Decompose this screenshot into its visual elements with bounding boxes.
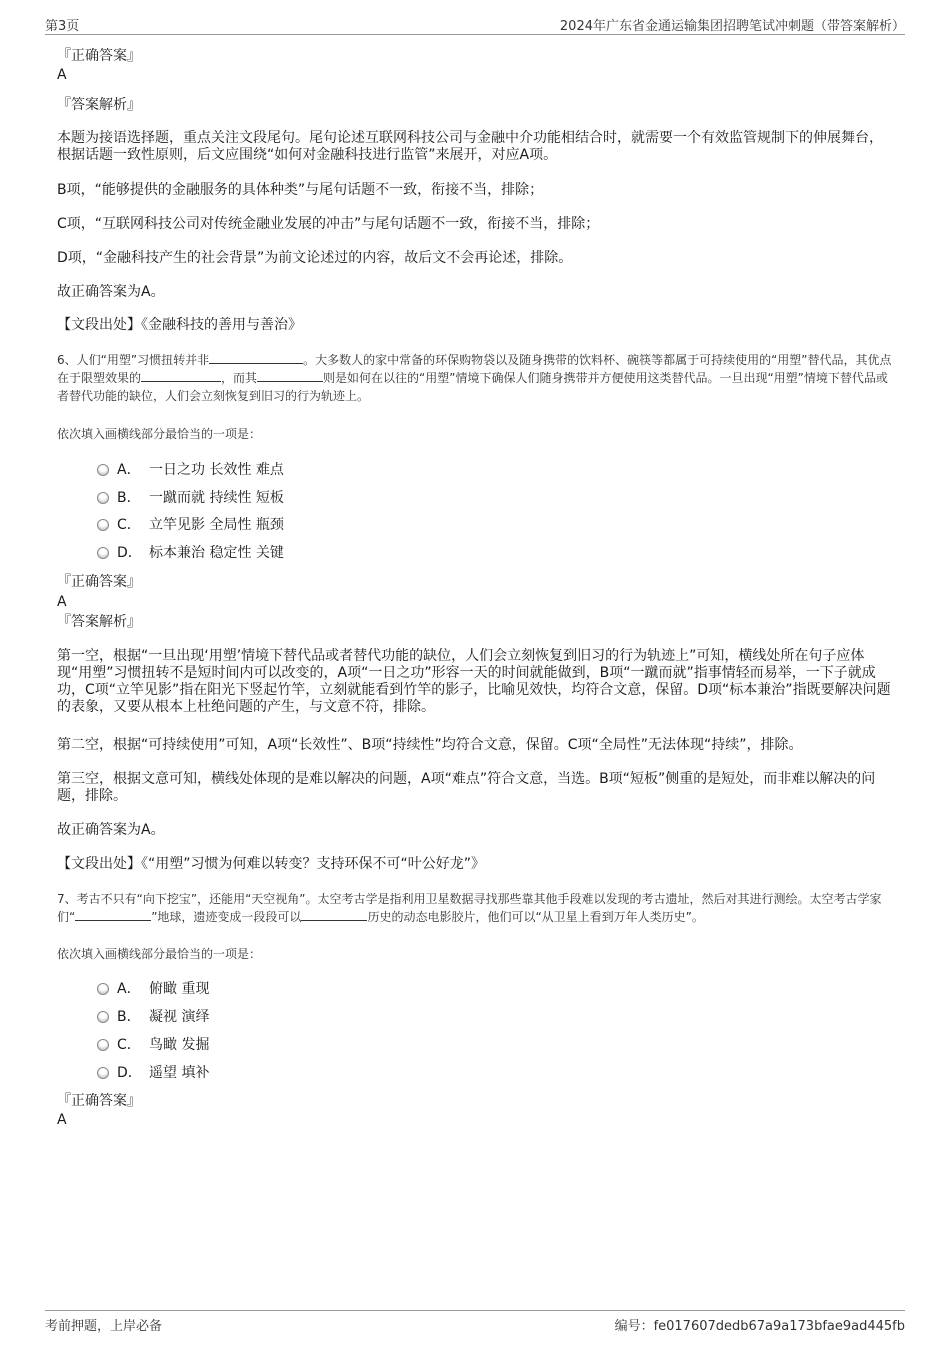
answer-label: 『正确答案』 [57, 574, 141, 590]
document-id: 编号：fe017607dedb67a9a173bfae9ad445fb [614, 1319, 905, 1334]
explanation-paragraph: C项，“互联网科技公司对传统金融业发展的冲击”与尾句话题不一致，衔接不当，排除； [57, 216, 600, 232]
option-d[interactable]: D． 标本兼治 稳定性 关键 [97, 544, 284, 562]
explanation-label: 『答案解析』 [57, 614, 141, 630]
option-a[interactable]: A． 一日之功 长效性 难点 [97, 461, 284, 479]
page-header [45, 14, 905, 35]
explanation-conclusion: 故正确答案为A。 [57, 822, 165, 838]
question-7-prompt: 依次填入画横线部分最恰当的一项是： [57, 947, 262, 961]
radio-icon[interactable] [97, 1011, 109, 1023]
explanation-conclusion: 故正确答案为A。 [57, 284, 165, 300]
option-c[interactable]: C． 立竿见影 全局性 瓶颈 [97, 516, 284, 534]
radio-icon[interactable] [97, 1039, 109, 1051]
answer-label: 『正确答案』 [57, 1093, 141, 1109]
answer-label: 『正确答案』 [57, 48, 141, 64]
explanation-paragraph: B项，“能够提供的金融服务的具体种类”与尾句话题不一致，衔接不当，排除； [57, 182, 544, 198]
explanation-paragraph: 第二空，根据“可持续使用”可知，A项“长效性”、B项“持续性”均符合文意，保留。C项“全局性”无法体现“持续”，排除。 [57, 737, 803, 753]
source-citation: 【文段出处】《“用塑”习惯为何难以转变？支持环保不可“叶公好龙”》 [57, 856, 486, 872]
radio-icon[interactable] [97, 519, 109, 531]
answer-value: A [57, 594, 67, 610]
explanation-paragraph: 第一空，根据“一旦出现‘用塑’情境下替代品或者替代功能的缺位，人们会立刻恢复到旧习的行为轨迹上”可知，横线处所在句子应体现“用塑”习惯扭转不是短时间内可以改变的，A项“一日之功”形容一天的时间就能做到，B项“一蹴而就”指事情轻而易举，一下子就成功，C项“立竿见影”指在阳光下竖起竹竿，立刻就能看到竹竿的影子，比喻见效快，均符合文意，保留。D项“标本兼治”指既要解决问题的表象，又要从根本上杜绝问题的产生，与文意不符，排除。 [57, 648, 891, 715]
question-6-prompt: 依次填入画横线部分最恰当的一项是： [57, 427, 262, 441]
page-number: 第3页 [45, 19, 80, 34]
explanation-label: 『答案解析』 [57, 97, 141, 113]
question-6-stem: 6、人们“用塑”习惯扭转并非 。大多数人的家中常备的环保购物袋以及随身携带的饮料杯、碗筷等都属于可持续使用的“用塑”替代品，其优点在于限塑效果的 ，而其 则是如何在以往的“用塑”情境下确保人们随身携带并方便使用这类替代品。一旦出现“用塑”情境下替代品或者替代功能的缺位，人们会立刻恢复到旧习的行为轨迹上。 [57, 353, 892, 403]
question-7-stem: 7、考古不只有“向下挖宝”，还能用“天空视角”。太空考古学是指利用卫星数据寻找那些靠其他手段难以发现的考古遗址，然后对其进行测绘。太空考古学家们“ ”地球，遗迹变成一段段可以 历史的动态电影胶片，他们可以“从卫星上看到万年人类历史”。 [57, 892, 882, 924]
answer-value: A [57, 1112, 67, 1128]
radio-icon[interactable] [97, 983, 109, 995]
option-b[interactable]: B． 一蹴而就 持续性 短板 [97, 489, 284, 507]
radio-icon[interactable] [97, 1067, 109, 1079]
radio-icon[interactable] [97, 464, 109, 476]
explanation-paragraph: 第三空，根据文意可知，横线处体现的是难以解决的问题，A项“难点”符合文意，当选。B项“短板”侧重的是短处，而非难以解决的问题，排除。 [57, 771, 876, 804]
radio-icon[interactable] [97, 492, 109, 504]
document-title: 2024年广东省金通运输集团招聘笔试冲刺题（带答案解析） [559, 19, 905, 34]
explanation-paragraph: D项，“金融科技产生的社会背景”为前文论述过的内容，故后文不会再论述，排除。 [57, 250, 573, 266]
option-b[interactable]: B． 凝视 演绎 [97, 1008, 209, 1026]
option-c[interactable]: C． 鸟瞰 发掘 [97, 1036, 209, 1054]
option-a[interactable]: A． 俯瞰 重现 [97, 980, 209, 998]
page-footer [45, 1310, 905, 1335]
explanation-paragraph: 本题为接语选择题，重点关注文段尾句。尾句论述互联网科技公司与金融中介功能相结合时，就需要一个有效监管规制下的伸展舞台，根据话题一致性原则，后文应围绕“如何对金融科技进行监管”来展开，对应A项。 [57, 130, 883, 163]
answer-value: A [57, 67, 67, 83]
radio-icon[interactable] [97, 547, 109, 559]
option-d[interactable]: D． 遥望 填补 [97, 1064, 209, 1082]
source-citation: 【文段出处】《金融科技的善用与善治》 [57, 317, 302, 333]
footer-slogan: 考前押题，上岸必备 [45, 1319, 163, 1334]
